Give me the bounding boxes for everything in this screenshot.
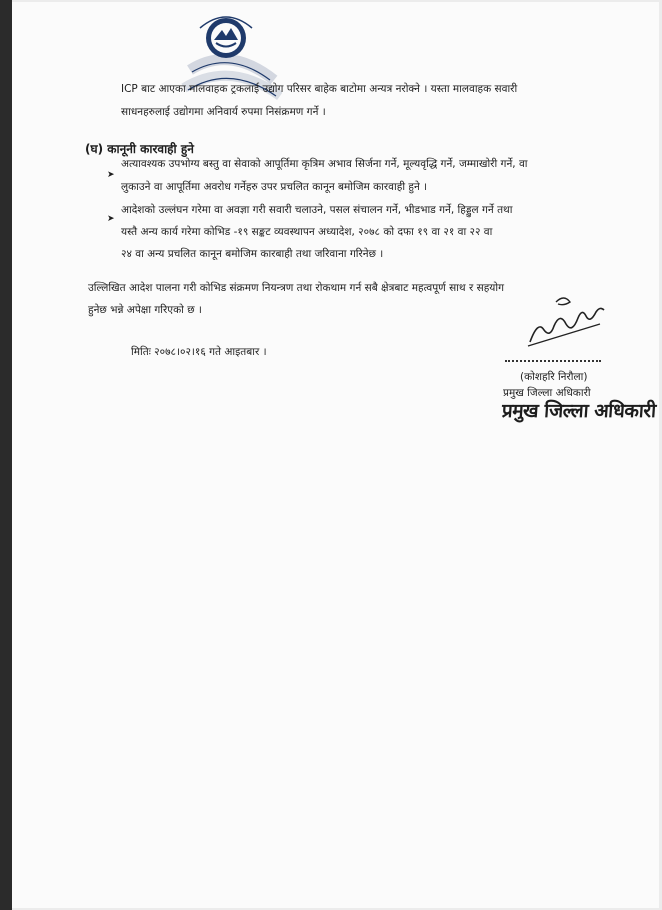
bullet2-line3: २४ वा अन्य प्रचलित कानून बमोजिम कारबाही तथा जरिवाना गरिनेछ । — [121, 248, 384, 260]
section-heading: (घ) कानूनी कारवाही हुने — [85, 142, 194, 156]
para1-line2: साधनहरुलाई उद्योगमा अनिवार्य रुपमा निसंक्रमण गर्ने । — [121, 106, 326, 118]
bullet1-line2: लुकाउने वा आपूर्तिमा अवरोध गर्नेहरु उपर प्रचलित कानून बमोजिम कारवाही हुने । — [121, 181, 428, 193]
document-page — [12, 2, 659, 908]
bullet1-line1: अत्यावश्यक उपभोग्य बस्तु वा सेवाको आपूर्तिमा कृत्रिम अभाव सिर्जना गर्ने, मूल्यवृद्धि गर्ने, जम्माखोरी गर्ने, वा — [121, 158, 528, 170]
bullet2-line1: आदेशको उल्लंघन गरेमा वा अवज्ञा गरी सवारी चलाउने, पसल संचालन गर्ने, भीडभाड गर्ने, हिड्डुल गर्ने तथा — [121, 204, 513, 216]
closing-line2: हुनेछ भन्ने अपेक्षा गरिएको छ । — [88, 304, 202, 316]
handwritten-signature — [520, 290, 606, 350]
bullet-marker-icon: ➤ — [107, 214, 115, 224]
bullet2-line2: यस्तै अन्य कार्य गरेमा कोभिड -१९ सङ्कट व्यवस्थापन अध्यादेश, २०७८ को दफा १९ वा २१ वा २२ वा — [121, 226, 493, 238]
para1-line1: ICP बाट आएका मालवाहक ट्रकलाई उद्योग परिसर बाहेक बाटोमा अन्यत्र नरोक्ने । यस्ता मालवाहक सवारी — [121, 83, 518, 95]
date-line: मितिः २०७८।०२।१६ गते आइतबार । — [131, 346, 267, 358]
closing-line1: उल्लिखित आदेश पालना गरी कोभिड संक्रमण नियन्त्रण तथा रोकथाम गर्न सबै क्षेत्रबाट महत्वपूर्ण साथ र सहयोग — [88, 282, 504, 294]
signature-line — [505, 360, 601, 362]
signatory-title: प्रमुख जिल्ला अधिकारी — [503, 387, 591, 399]
signatory-name: (कोशहरि निरौला) — [520, 371, 588, 383]
bullet-marker-icon: ➤ — [107, 170, 115, 180]
scan-left-edge — [0, 0, 12, 910]
designation-stamp: प्रमुख जिल्ला अधिकारी — [501, 400, 657, 422]
